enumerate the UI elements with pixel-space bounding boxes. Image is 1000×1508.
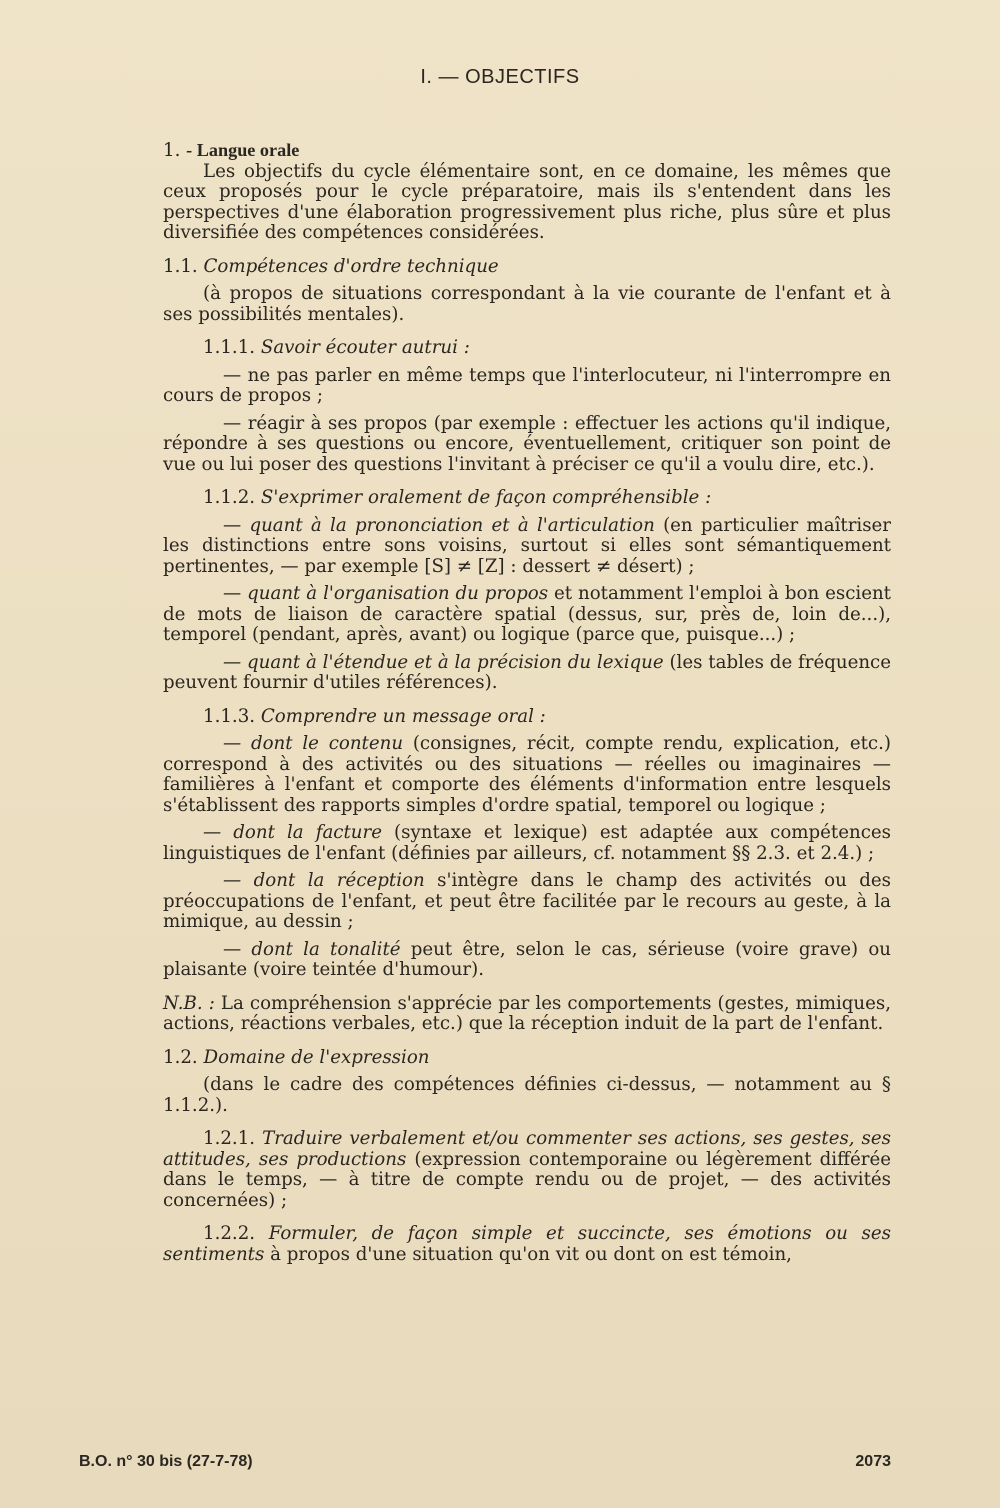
list-item-text: (en particulier maîtriser les distinctions entre sons voisins, surtout si elles sont sémantiquement pertinentes, — par exemple [S] ≠ [Z] : dessert ≠ désert) ; xyxy=(163,514,891,577)
section-title: Comprendre un message oral : xyxy=(260,705,546,727)
heading-1-langue-orale xyxy=(163,140,891,162)
publication-reference: B.O. n° 30 bis (27-7-78) xyxy=(79,1453,253,1470)
emphasis: — quant à l'étendue et à la précision du lexique xyxy=(223,651,664,673)
list-item xyxy=(163,516,891,578)
section-number: 1.1. xyxy=(163,255,198,277)
section-title: Traduire verbalement et/ou commenter ses actions, ses gestes, ses attitudes, ses productions xyxy=(163,1128,891,1170)
section-title: Formuler, de façon simple et succincte, ses émotions ou ses sentiments xyxy=(163,1223,891,1265)
section-number: 1.2.1. xyxy=(203,1128,256,1149)
nb-label: N.B. : xyxy=(163,992,215,1014)
list-item-text: (les tables de fréquence peuvent fournir d'utiles références). xyxy=(163,651,891,693)
heading-1-1 xyxy=(163,257,891,278)
section-number: 1. xyxy=(163,140,181,161)
list-item-text: s'intègre dans le champ des activités ou des préoccupations de l'enfant, et peut être facilitée par le recours au geste, à la mimique, au dessin ; xyxy=(163,870,891,932)
nb-text: La compréhension s'apprécie par les comportements (gestes, mimiques, actions, réactions verbales, etc.) que la réception induit de la part de l'enfant. xyxy=(163,992,891,1034)
emphasis: — dont la réception xyxy=(223,870,425,891)
section-title: Domaine de l'expression xyxy=(203,1046,430,1068)
heading-1-1-1 xyxy=(163,338,891,359)
section-title: Savoir écouter autrui : xyxy=(260,337,470,358)
list-item xyxy=(163,823,891,864)
list-item-text: (syntaxe et lexique) est adaptée aux compétences linguistiques de l'enfant (définies par ailleurs, cf. notamment §§ 2.3. et 2.4.) ; xyxy=(163,822,891,864)
heading-1-2-1 xyxy=(163,1129,891,1211)
heading-1-2 xyxy=(163,1048,891,1069)
emphasis: — dont la tonalité xyxy=(223,938,401,960)
list-item-text: et notamment l'emploi à bon escient de mots de liaison de caractère spatial (dessus, sur, près de, loin de...), temporel (pendant, après, avant) ou logique (parce que, puisque...) ; xyxy=(163,583,891,645)
list-item xyxy=(163,653,891,694)
heading-1-1-2 xyxy=(163,488,891,509)
section-number: 1.1.2. xyxy=(203,487,256,508)
paragraph-text: à propos d'une situation qu'on vit ou dont on est témoin, xyxy=(264,1243,792,1265)
paragraph: (à propos de situations correspondant à la vie courante de l'enfant et à ses possibilités mentales). xyxy=(163,283,891,325)
nota-bene xyxy=(163,994,891,1035)
paragraph-text: (expression contemporaine ou légèrement différée dans le temps, — à titre de compte rendu ou de projet, — des activités concernées) ; xyxy=(163,1148,891,1211)
section-number: 1.2.2. xyxy=(203,1223,256,1244)
list-item-text: (consignes, récit, compte rendu, explication, etc.) correspond à des activités ou des situations — réelles ou imaginaires — familières à l'enfant et comporte des éléments d'information entre lesquels s'établissent des rapports simples d'ordre spatial, temporel ou logique ; xyxy=(163,733,891,816)
section-number: 1.2. xyxy=(163,1046,198,1068)
document-body xyxy=(163,140,891,1265)
list-item-text: peut être, selon le cas, sérieuse (voire grave) ou plaisante (voire teintée d'humour). xyxy=(163,938,892,980)
page-number: 2073 xyxy=(855,1453,891,1470)
list-item xyxy=(163,584,891,646)
list-item xyxy=(163,940,891,981)
section-title: - Langue orale xyxy=(186,140,300,160)
list-item: — réagir à ses propos (par exemple : effectuer les actions qu'il indique, répondre à ses questions ou encore, éventuellement, critiquer son point de vue ou lui poser des questions l'invitant à préciser ce qu'il a voulu dire, etc.). xyxy=(163,412,891,475)
emphasis: — dont la facture xyxy=(203,822,382,843)
section-number: 1.1.3. xyxy=(203,705,256,727)
emphasis: — dont le contenu xyxy=(223,733,404,754)
paragraph: Les objectifs du cycle élémentaire sont, en ce domaine, les mêmes que ceux proposés pour le cycle préparatoire, mais ils s'entendent dans les perspectives d'une élaboration progressivement plus riche, plus sûre et plus diversifiée des compétences considérées. xyxy=(163,160,891,243)
section-title: S'exprimer oralement de façon compréhensible : xyxy=(260,487,712,508)
paragraph: (dans le cadre des compétences définies ci-dessus, — notamment au § 1.1.2.). xyxy=(163,1074,891,1116)
section-number: 1.1.1. xyxy=(203,337,256,358)
section-title: Compétences d'ordre technique xyxy=(203,255,499,277)
emphasis: — quant à la prononciation et à l'articulation xyxy=(223,514,655,536)
list-item xyxy=(163,734,891,816)
list-item xyxy=(163,871,891,933)
heading-1-2-2 xyxy=(163,1224,891,1265)
list-item: — ne pas parler en même temps que l'interlocuteur, ni l'interrompre en cours de propos ; xyxy=(163,364,891,406)
emphasis: — quant à l'organisation du propos xyxy=(223,583,549,604)
section-heading: I. — OBJECTIFS xyxy=(420,66,580,88)
heading-1-1-3 xyxy=(163,707,891,728)
